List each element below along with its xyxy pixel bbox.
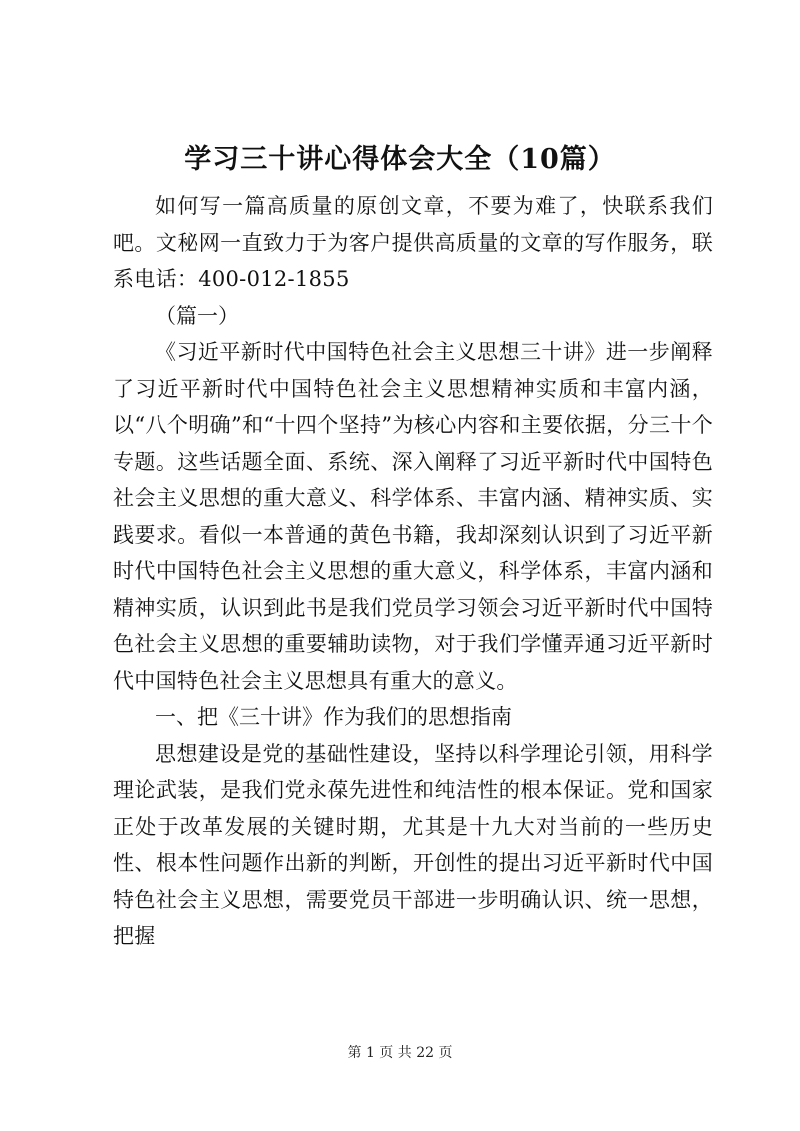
document-body: [113, 188, 713, 955]
section-label: （篇一）: [155, 303, 239, 328]
intro-paragraph: 如何写一篇高质量的原创文章，不要为难了，快联系我们吧。文秘网一直致力于为客户提供高质量的文章的写作服务，联系电话：400-012-1855: [113, 194, 713, 291]
body-paragraph-2: 思想建设是党的基础性建设，坚持以科学理论引领，用科学理论武装，是我们党永葆先进性和纯洁性的根本保证。党和国家正处于改革发展的关键时期，尤其是十九大对当前的一些历史性、根本性问题作出新的判断，开创性的提出习近平新时代中国特色社会主义思想，需要党员干部进一步明确认识、统一思想，把握: [113, 741, 713, 948]
body-paragraph-1: 《习近平新时代中国特色社会主义思想三十讲》进一步阐释了习近平新时代中国特色社会主义思想精神实质和丰富内涵，以“八个明确”和“十四个坚持”为核心内容和主要依据，分三十个专题。这些话题全面、系统、深入阐释了习近平新时代中国特色社会主义思想的重大意义、科学体系、丰富内涵、精神实质、实践要求。看似一本普通的黄色书籍，我却深刻认识到了习近平新时代中国特色社会主义思想的重大意义，科学体系，丰富内涵和精神实质，认识到此书是我们党员学习领会习近平新时代中国特色社会主义思想的重要辅助读物，对于我们学懂弄通习近平新时代中国特色社会主义思想具有重大的意义。: [113, 340, 713, 693]
document-title: 学习三十讲心得体会大全（10篇）: [184, 144, 616, 175]
page-footer: 第 1 页 共 22 页: [347, 1045, 453, 1061]
subheading-1: 一、把《三十讲》作为我们的思想指南: [155, 705, 512, 729]
